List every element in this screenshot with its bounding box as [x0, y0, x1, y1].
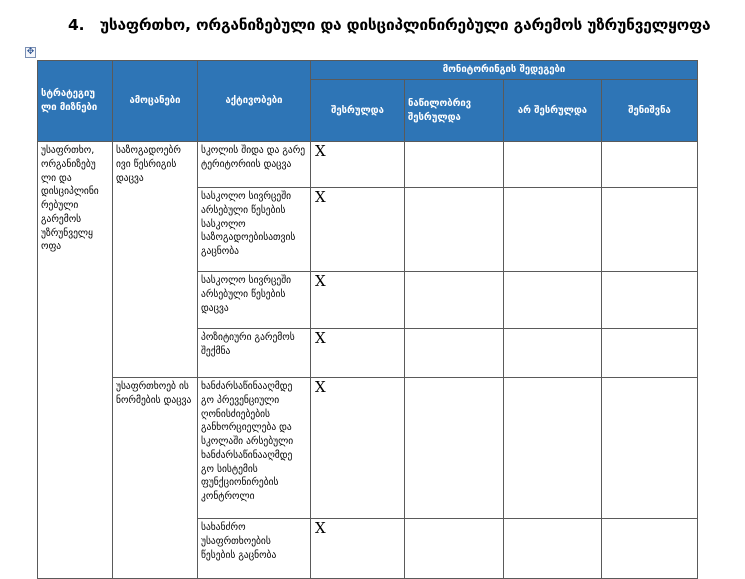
header-done: შესრულდა — [311, 80, 405, 142]
header-not-done: არ შესრულდა — [504, 80, 602, 142]
goal-cell: უსაფრთხო, ორგანიზებუ ლი და დისციპლინი რებული გარემოს უზრუნველყ ოფა — [38, 142, 113, 579]
activity-cell: სახანძრო უსაფრთხოების წესების გაცნობა — [198, 519, 311, 579]
done-mark: X — [311, 272, 405, 329]
not-done-cell — [504, 142, 602, 188]
partially-done-cell — [405, 519, 504, 579]
note-cell — [602, 142, 698, 188]
activity-cell: სასკოლო სივრცეში არსებული წესების სასკოლო საზოგადოებისათვის გაცნობა — [198, 188, 311, 272]
activity-cell: ხანძარსაწინააღმდე გო პრევენციული ღონისძიებების განხორციელება და სკოლაში არსებული ხანძარსაწინააღმდე გო სისტემის ფუნქციონირების კონტროლი — [198, 378, 311, 519]
objective-cell: უსაფრთხოებ ის ნორმების დაცვა — [113, 378, 198, 579]
note-cell — [602, 519, 698, 579]
not-done-cell — [504, 378, 602, 519]
partially-done-cell — [405, 142, 504, 188]
header-partially-done: ნაწილობრივ შესრულდა — [405, 80, 504, 142]
section-title: უსაფრთხო, ორგანიზებული და დისციპლინირებული გარემოს უზრუნველყოფა — [99, 16, 711, 34]
header-note: შენიშვნა — [602, 80, 698, 142]
done-mark: X — [311, 142, 405, 188]
done-mark: X — [311, 519, 405, 579]
header-strategic-goal: სტრატეგიუ ლი მიზნები — [38, 61, 113, 142]
header-monitoring-results: მონიტორინგის შედეგები — [311, 61, 698, 80]
not-done-cell — [504, 519, 602, 579]
note-cell — [602, 272, 698, 329]
activity-cell: სკოლის შიდა და გარე ტერიტორიის დაცვა — [198, 142, 311, 188]
partially-done-cell — [405, 378, 504, 519]
not-done-cell — [504, 329, 602, 378]
table-row — [38, 378, 698, 519]
section-number: 4. — [68, 16, 85, 34]
monitoring-table — [37, 60, 698, 579]
header-objectives: ამოცანები — [113, 61, 198, 142]
objective-cell: საზოგადოებრ ივი წესრიგის დაცვა — [113, 142, 198, 378]
activity-cell: სასკოლო სივრცეში არსებული წესების დაცვა — [198, 272, 311, 329]
partially-done-cell — [405, 188, 504, 272]
done-mark: X — [311, 378, 405, 519]
note-cell — [602, 329, 698, 378]
done-mark: X — [311, 329, 405, 378]
table-move-handle-icon[interactable]: ✥ — [26, 47, 35, 57]
section-heading — [68, 16, 710, 34]
table-row — [38, 142, 698, 188]
activity-cell: პოზიტიური გარემოს შექმნა — [198, 329, 311, 378]
not-done-cell — [504, 188, 602, 272]
done-mark: X — [311, 188, 405, 272]
note-cell — [602, 378, 698, 519]
partially-done-cell — [405, 329, 504, 378]
not-done-cell — [504, 272, 602, 329]
partially-done-cell — [405, 272, 504, 329]
note-cell — [602, 188, 698, 272]
header-activities: აქტივობები — [198, 61, 311, 142]
